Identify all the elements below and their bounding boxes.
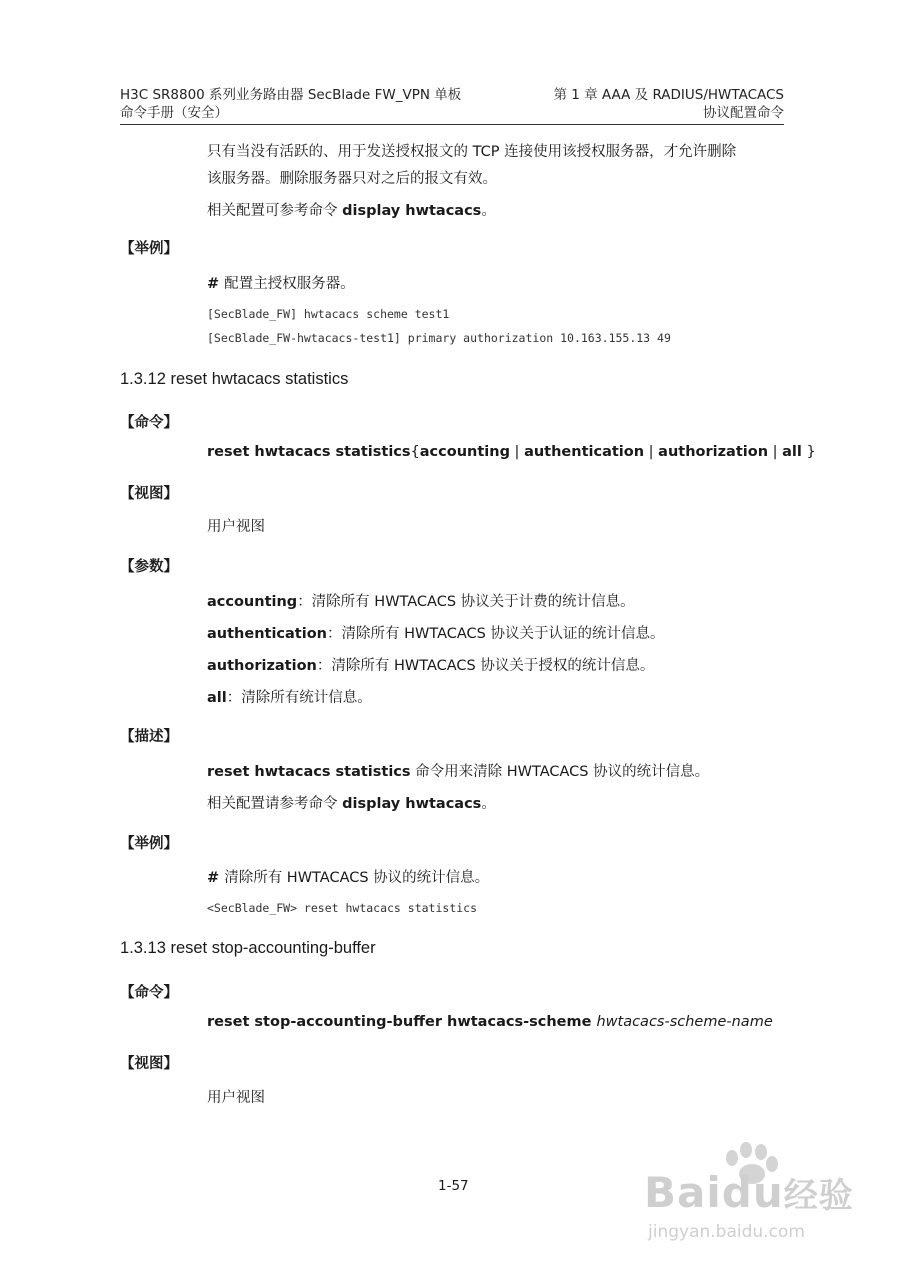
cmd-sep1: | <box>509 444 525 460</box>
desc-text: 命令用来清除 HWTACACS 协议的统计信息。 <box>410 764 710 780</box>
baidu-jingyan-watermark <box>640 1140 860 1250</box>
example1-code-line2: [SecBlade_FW-hwtacacs-test1] primary authorization 10.163.155.13 49 <box>207 331 671 345</box>
intro-related-prefix: 相关配置可参考命令 <box>207 203 343 219</box>
section-1312-view-heading: 【视图】 <box>120 486 178 502</box>
section-1312-view: 用户视图 <box>207 519 265 535</box>
section-1312-example-heading: 【举例】 <box>120 836 178 852</box>
header-right-line2: 协议配置命令 <box>703 105 784 121</box>
cmd-all: all <box>782 444 802 460</box>
example1-comment-text: 配置主授权服务器。 <box>224 276 355 292</box>
page-number: 1-57 <box>438 1178 469 1194</box>
param-authentication <box>207 622 664 643</box>
desc-command: reset hwtacacs statistics <box>207 764 411 780</box>
section-1313-view: 用户视图 <box>207 1090 265 1106</box>
section-1312-param-heading: 【参数】 <box>120 559 178 575</box>
param-all <box>207 686 372 707</box>
intro-related <box>207 199 496 220</box>
cmd-argument: hwtacacs-scheme-name <box>596 1014 773 1030</box>
section-1312-desc <box>207 760 709 781</box>
example1-hash: # <box>207 276 225 292</box>
param-desc: ：清除所有统计信息。 <box>226 690 372 706</box>
cmd-authentication: authentication <box>524 444 645 460</box>
param-name: authorization <box>207 658 317 674</box>
watermark-brand-cn: 经验 <box>783 1176 854 1216</box>
cmd-sep3: | <box>768 444 783 460</box>
intro-related-suffix: 。 <box>481 203 496 219</box>
section-1313-view-heading: 【视图】 <box>120 1056 178 1072</box>
related-command: display hwtacacs <box>342 796 482 812</box>
cmd-close-brace: } <box>801 444 816 460</box>
example1-heading: 【举例】 <box>120 241 178 257</box>
section-1313-command-heading: 【命令】 <box>120 985 178 1001</box>
cmd-keyword: reset stop-accounting-buffer hwtacacs-scheme <box>207 1014 597 1030</box>
section-1312-example-comment <box>207 866 489 887</box>
param-desc: ：清除所有 HWTACACS 协议关于认证的统计信息。 <box>327 626 665 642</box>
watermark-url: jingyan.baidu.com <box>648 1222 805 1242</box>
example-comment-text: 清除所有 HWTACACS 协议的统计信息。 <box>224 870 490 886</box>
header-left-line1: H3C SR8800 系列业务路由器 SecBlade FW_VPN 单板 <box>120 87 462 103</box>
header-left-line2: 命令手册（安全） <box>120 105 228 121</box>
watermark-brand2: du <box>721 1168 784 1217</box>
example1-code-line1: [SecBlade_FW] hwtacacs scheme test1 <box>207 307 450 321</box>
cmd-authorization: authorization <box>658 444 769 460</box>
param-desc: ：清除所有 HWTACACS 协议关于授权的统计信息。 <box>316 658 655 674</box>
header-right-line1: 第 1 章 AAA 及 RADIUS/HWTACACS <box>553 87 784 103</box>
intro-para-line2: 该服务器。删除服务器只对之后的报文有效。 <box>207 171 497 187</box>
example1-comment <box>207 272 355 293</box>
section-1312-command-heading: 【命令】 <box>120 415 178 431</box>
header-rule <box>120 124 784 125</box>
section-1312-related <box>207 792 496 813</box>
param-name: accounting <box>207 594 298 610</box>
related-suffix: 。 <box>481 796 496 812</box>
intro-related-command: display hwtacacs <box>342 203 482 219</box>
param-desc: ：清除所有 HWTACACS 协议关于计费的统计信息。 <box>297 594 635 610</box>
param-name: all <box>207 690 227 706</box>
section-1313-command-syntax <box>207 1014 773 1030</box>
intro-para-line1: 只有当没有活跃的、用于发送授权报文的 TCP 连接使用该授权服务器，才允许删除 <box>207 144 737 160</box>
param-name: authentication <box>207 626 327 642</box>
param-accounting <box>207 590 635 611</box>
cmd-accounting: accounting <box>419 444 510 460</box>
cmd-sep2: | <box>644 444 659 460</box>
watermark-brand: Bai <box>644 1168 722 1217</box>
section-1312-title: 1.3.12 reset hwtacacs statistics <box>120 370 349 388</box>
cmd-open-brace: { <box>410 444 420 460</box>
section-1312-desc-heading: 【描述】 <box>120 729 178 745</box>
related-prefix: 相关配置请参考命令 <box>207 796 343 812</box>
section-1313-title: 1.3.13 reset stop-accounting-buffer <box>120 939 376 957</box>
example-hash: # <box>207 870 225 886</box>
param-authorization <box>207 654 654 675</box>
section-1312-command-syntax <box>207 444 816 460</box>
cmd-keyword: reset hwtacacs statistics <box>207 444 411 460</box>
section-1312-example-code: <SecBlade_FW> reset hwtacacs statistics <box>207 901 478 915</box>
